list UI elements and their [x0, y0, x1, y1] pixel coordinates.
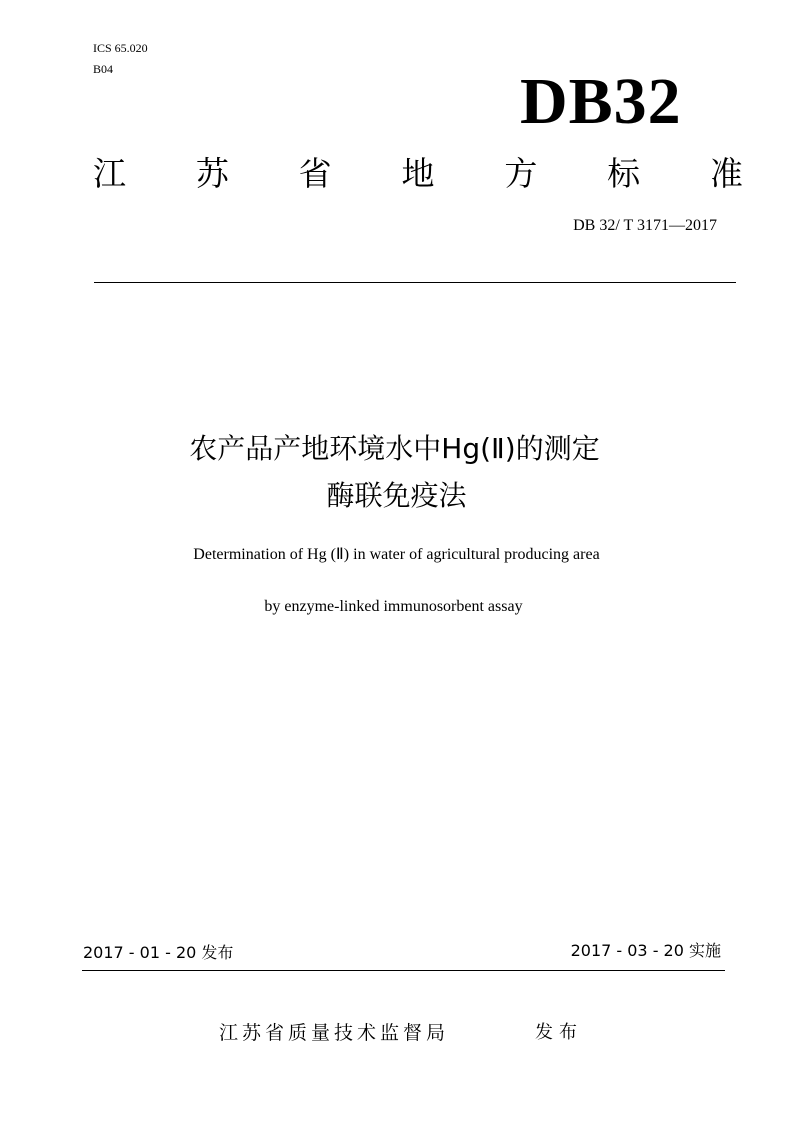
standard-type-char: 方: [504, 154, 538, 193]
issue-date: 2017 - 01 - 20 发布: [83, 943, 234, 962]
footer-divider: [82, 970, 725, 971]
title-english-line2: by enzyme-linked immunosorbent assay: [264, 598, 523, 615]
title-english-line1: Determination of Hg (Ⅱ) in water of agricultural producing area: [193, 546, 600, 563]
standard-type-char: 标: [607, 154, 641, 193]
issue-label: 发布: [535, 1022, 583, 1043]
standard-type-char: 江: [93, 154, 126, 193]
header-divider: [94, 282, 736, 283]
title-chinese-line2: 酶联免疫法: [326, 479, 467, 512]
standard-type-char: 省: [298, 154, 332, 193]
classification-code: B04: [93, 62, 114, 76]
standard-type-char: 地: [401, 154, 435, 193]
standard-type-char: 苏: [195, 154, 229, 193]
title-chinese-line1: 农产品产地环境水中Hg(Ⅱ)的测定: [189, 432, 600, 465]
implementation-date: 2017 - 03 - 20 实施: [570, 941, 721, 960]
standard-type-heading: [93, 152, 743, 196]
standard-number: DB 32/ T 3171—2017: [573, 217, 717, 234]
standard-logo: DB32: [520, 65, 682, 138]
standard-type-char: 准: [709, 154, 743, 193]
issuing-authority: 江苏省质量技术监督局: [219, 1022, 450, 1044]
ics-code: ICS 65.020: [93, 41, 148, 55]
